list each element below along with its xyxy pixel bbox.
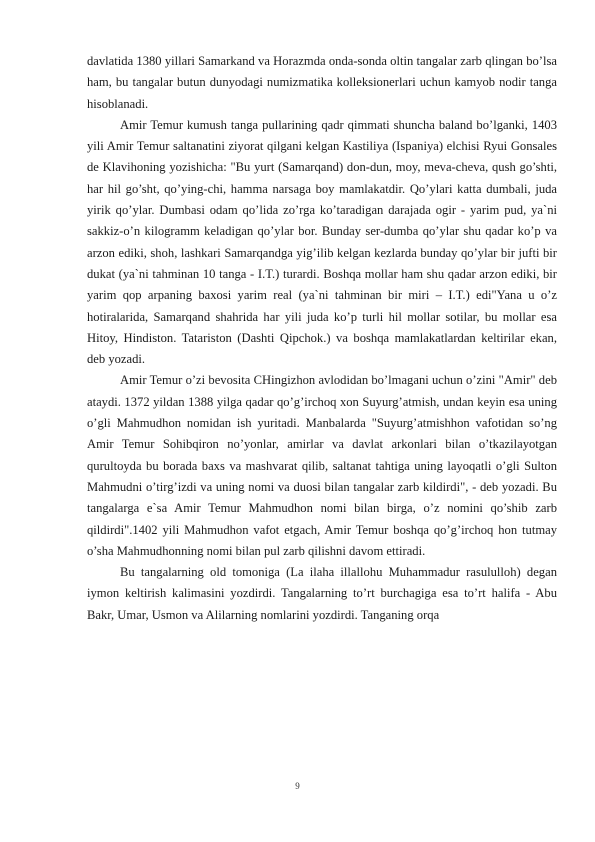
paragraph-1: davlatida 1380 yillari Samarkand va Horazmda onda-sonda oltin tangalar zarb qlingan bo’lsa ham, bu tangalar butun dunyodagi numizmatika kolleksionerlari uchun kamyob nodir tanga hisoblanadi. [87,54,557,111]
paragraph-4: Bu tangalarning old tomoniga (La ilaha illallohu Muhammadur rasululloh) degan iymon keltirish kalimasini yozdirdi. Tangalarning to’rt burchagiga esa to’rt halifa - Abu Bakr, Umar, Usmon va Alilarning nomlarini yozdirdi. Tanganing orqa [87,565,557,622]
paragraph-3: Amir Temur o’zi bevosita CHingizhon avlodidan bo’lmagani uchun o’zini "Amir" deb ataydi. 1372 yildan 1388 yilga qadar qo’g’irchoq xon Suyurg’atmish, undan keyin esa uning o’gli Mahmudhon nomidan ish yuritadi. Manbalarda "Suyurg’atmishhon vafotidan so’ng Amir Temur Sohibqiron no’yonlar, amirlar va davlat arkonlari bilan o’tkazilayotgan qurultoyda bu borada baxs va mashvarat qilib, saltanat tahtiga uning layoqatli o’gli Sulton Mahmudni o’tirg’izdi va uning nomi va duosi bilan tangalar zarb kildirdi", - deb yozadi. Bu tangalarga e`sa Amir Temur Mahmudhon nomi bilan birga, o’z nomini qo’shib zarb qildirdi".1402 yili Mahmudhon vafot etgach, Amir Temur boshqa qo’g’irchoq hon tutmay o’sha Mahmudhonning nomi bilan pul zarb qilishni davom ettiradi. [87,373,557,558]
paragraph-2: Amir Temur kumush tanga pullarining qadr qimmati shuncha baland bo’lganki, 1403 yili Amir Temur saltanatini ziyorat qilgani kelgan Kastiliya (Ispaniya) elchisi Ryui Gonsales de Klavihoning yozishicha: "Bu yurt (Samarqand) don-dun, moy, meva-cheva, qush go’shti, har hil go’sht, qo’ying-chi, hamma narsaga boy mamlakatdir. Qo’ylari katta dumbali, juda yirik qo’ylar. Dumbasi odam qo’lida zo’rga ko’taradigan darajada ogir - yarim pud, ya`ni sakkiz-o’n kilogramm keladigan qo’ylar bor. Bunday ser-dumba qo’ylar shu qadar ko’p va arzon ediki, shoh, lashkari Samarqandga yig’ilib kelgan kezlarda bunday qo’ylar bir jufti bir dukat (ya`ni tahminan 10 tanga - I.T.) turardi. Boshqa mollar ham shu qadar arzon ediki, bir yarim qop arpaning baxosi yarim real (ya`ni tahminan bir miri – I.T.) edi"Yana u o’z hotiralarida, Samarqand shahrida har yili juda ko’p turli hil mollar sotilar, bu mollar esa Hitoy, Hindiston. Tatariston (Dashti Qipchok.) va boshqa mamlakatlardan keltirilar ekan, deb yozadi. [87,117,557,367]
page-number: 9 [295,781,300,791]
text-body [87,51,557,626]
